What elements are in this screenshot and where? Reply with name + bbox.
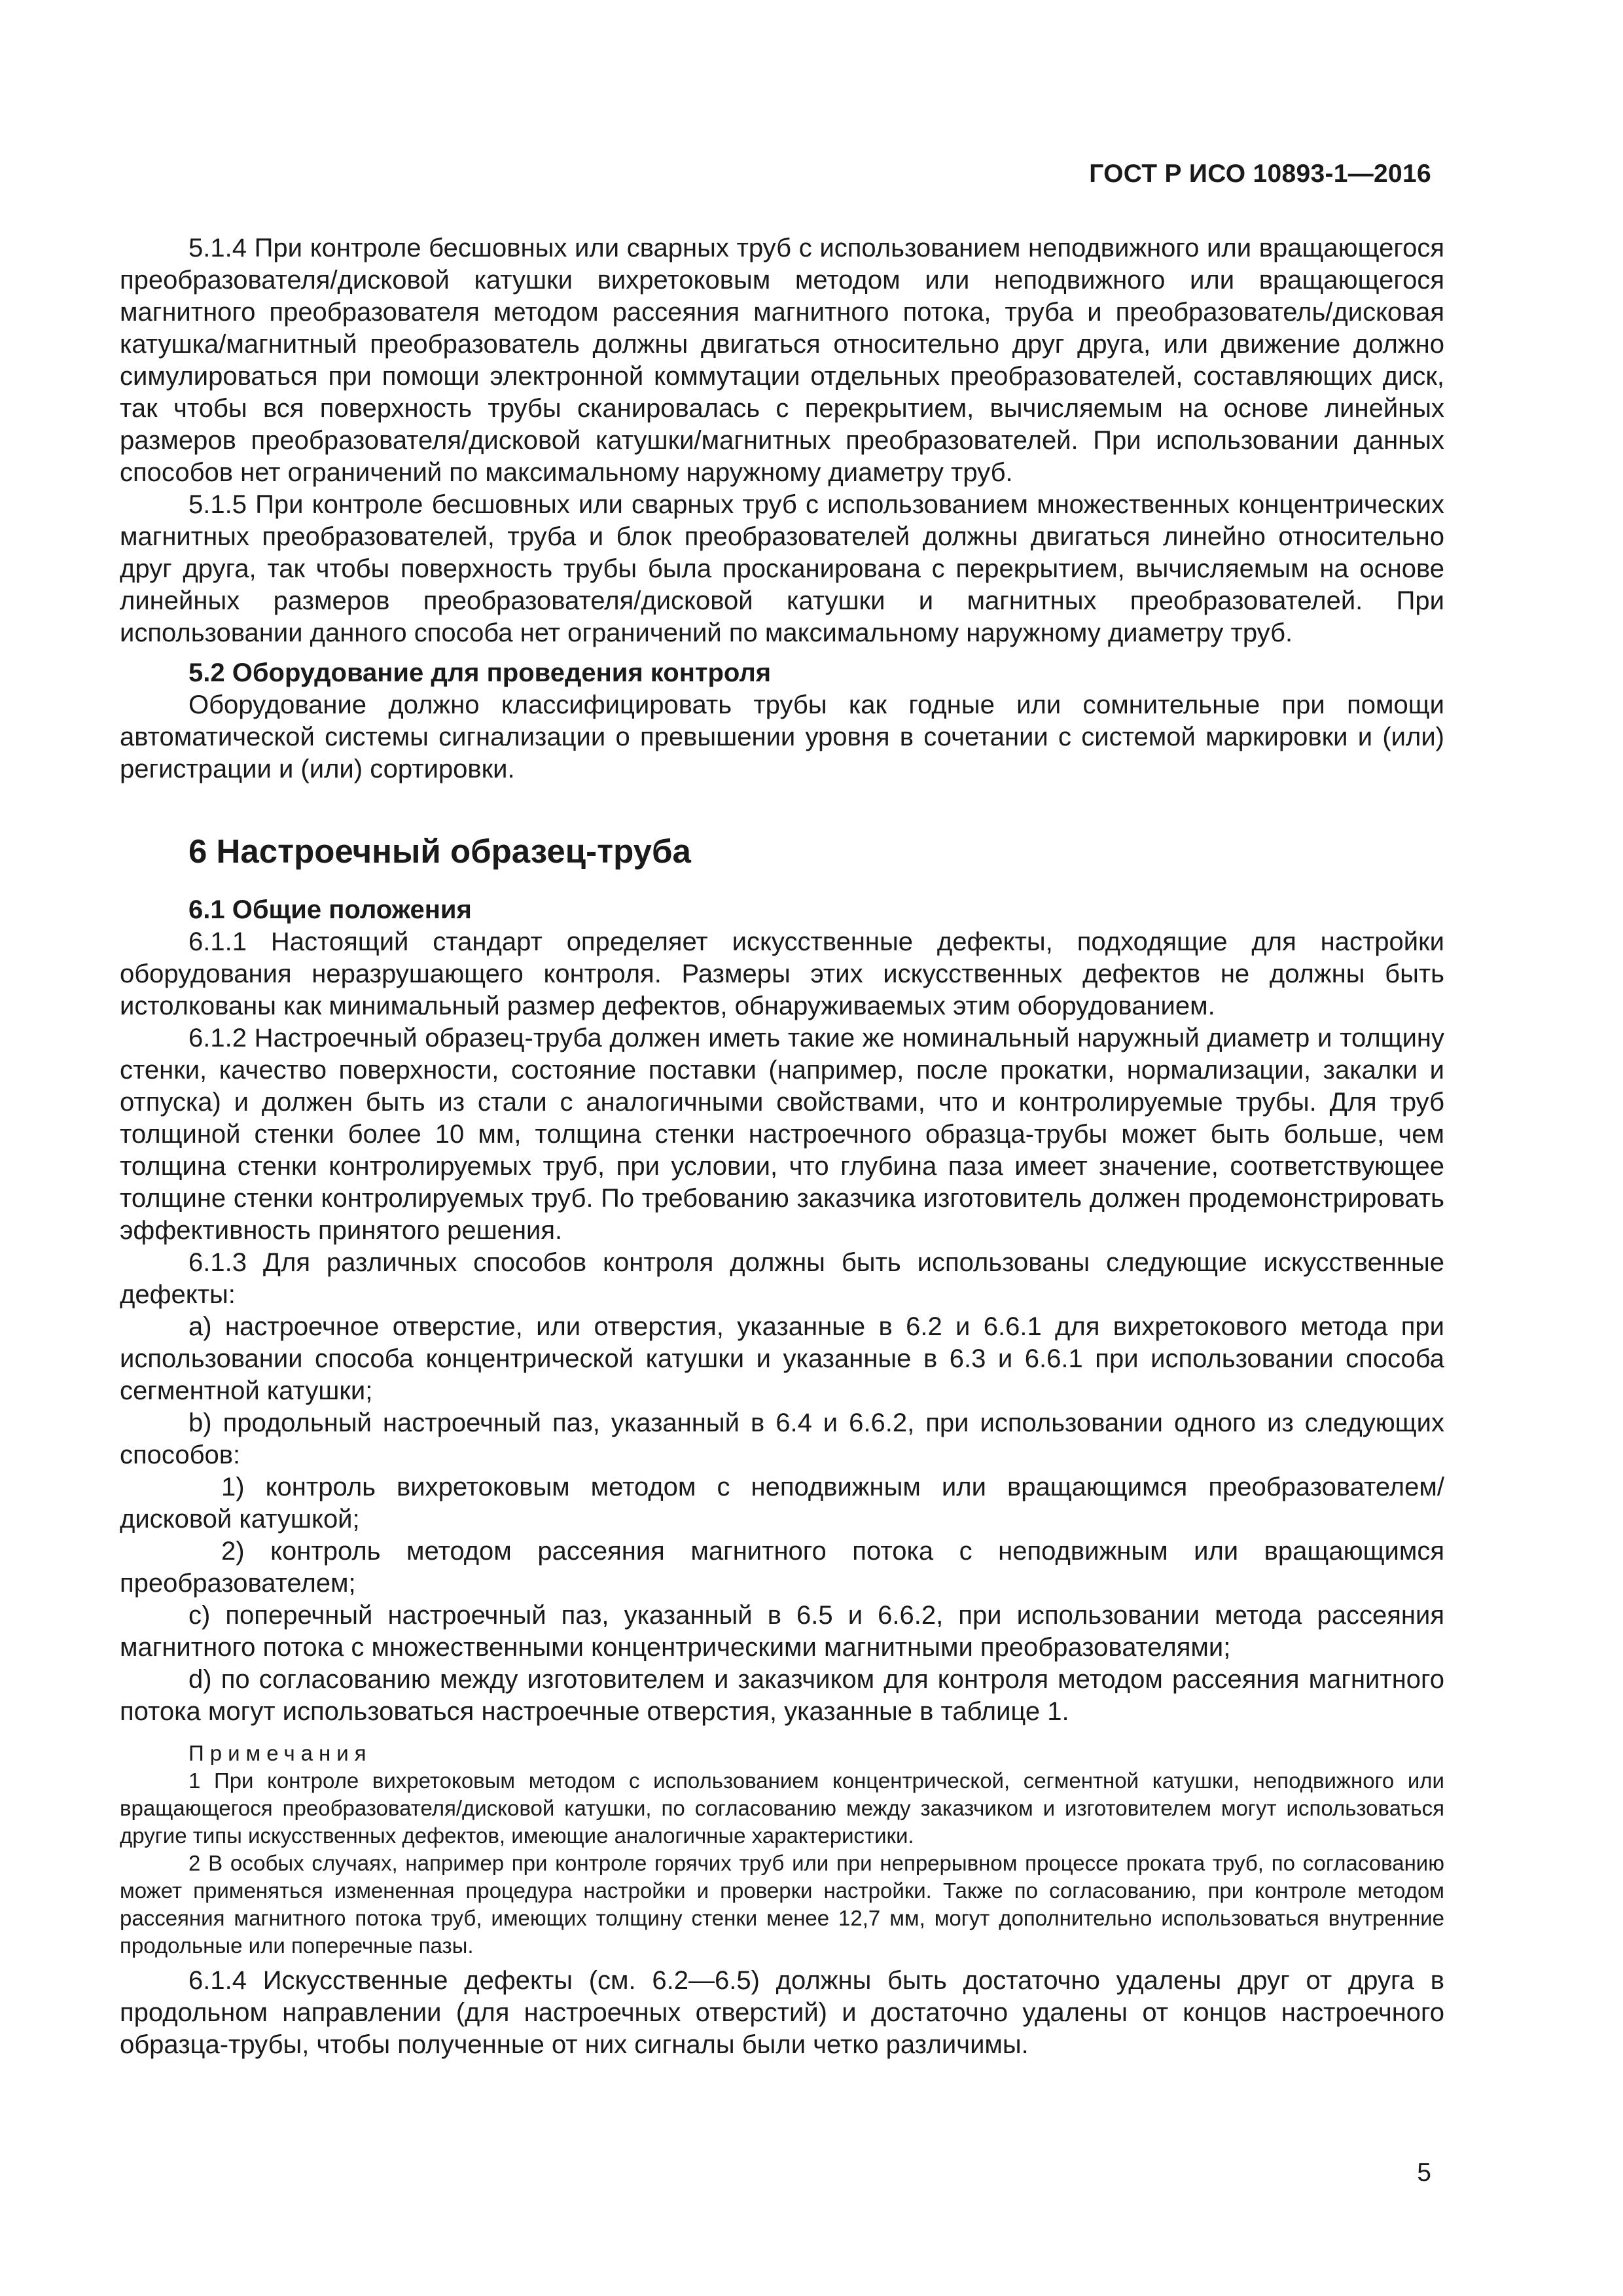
heading-6-1: 6.1 Общие положения [188,895,472,924]
heading-6: 6 Настроечный образец-труба [188,833,691,870]
paragraph-6-1-4: 6.1.4 Искусственные дефекты (см. 6.2—6.5) должны быть достаточно удалены друг от друга в продольном направлении (для настроечных отверстий) и достаточно удалены от концов настроечного образца-трубы, чтобы полученные от них сигналы были четко различимы. [120,1966,1444,2059]
paragraph-6-1-1: 6.1.1 Настоящий стандарт определяет искусственные дефекты, подходящие для настройки оборудования неразрушающего контроля. Размеры этих искусственных дефектов не должны быть истолкованы как минимальный размер дефектов, обнаруживаемых этим оборудованием. [120,927,1444,1020]
list-item-d: d) по согласованию между изготовителем и заказчиком для контроля методом рассеяния магнитного потока могут использоваться настроечные отверстия, указанные в таблице 1. [120,1665,1444,1726]
list-item-b1: 1) контроль вихретоковым методом с неподвижным или вращающимся преобразователем/дисковой катушкой; [120,1473,1444,1534]
heading-5-2: 5.2 Оборудование для проведения контроля [188,658,772,687]
notes-heading: Примечания [188,1741,372,1765]
page-content [120,232,1444,2061]
paragraph-5-2: Оборудование должно классифицировать трубы как годные или сомнительные при помощи автоматической системы сигнализации о превышении уровня в сочетании с системой маркировки и (или) регистрации и (или) сортировки. [120,691,1444,783]
list-item-a: a) настроечное отверстие, или отверстия, указанные в 6.2 и 6.6.1 для вихретокового метода при использовании способа концентрической катушки и указанные в 6.3 и 6.6.1 при использовании способа сегментной катушки; [120,1312,1444,1405]
note-2: 2 В особых случаях, например при контроле горячих труб или при непрерывном процессе проката труб, по согласованию может применяться измененная процедура настройки и проверки настройки. Также по согласованию, при контроле методом рассеяния магнитного потока труб, имеющих толщину стенки менее 12,7 мм, могут дополнительно использоваться внутренние продольные или поперечные пазы. [120,1851,1444,1958]
list-item-b: b) продольный настроечный паз, указанный в 6.4 и 6.6.2, при использовании одного из следующих способов: [120,1408,1444,1469]
list-item-c: c) поперечный настроечный паз, указанный в 6.5 и 6.6.2, при использовании метода рассеяния магнитного потока с множественными концентрическими магнитными преобразователями; [120,1601,1444,1662]
paragraph-6-1-2: 6.1.2 Настроечный образец-труба должен иметь такие же номинальный наружный диаметр и толщину стенки, качество поверхности, состояние поставки (например, после прокатки, нормализации, закалки и отпуска) и должен быть из стали с аналогичными свойствами, что и контролируемые трубы. Для труб толщиной стенки более 10 мм, толщина стенки настроечного образца-трубы может быть больше, чем толщина стенки контролируемых труб, при условии, что глубина паза имеет значение, соответствующее толщине стенки контролируемых труб. По требованию заказчика изготовитель должен продемонстрировать эффективность принятого решения. [120,1024,1444,1245]
standard-code-header: ГОСТ Р ИСО 10893-1—2016 [1089,160,1431,188]
page-number: 5 [1417,2159,1431,2187]
note-1: 1 При контроле вихретоковым методом с использованием концентрической, сегментной катушки, неподвижного или вращающегося преобразователя/дисковой катушки, по согласованию между заказчиком и изготовителем могут использоваться другие типы искусственных дефектов, имеющие аналогичные характеристики. [120,1768,1444,1848]
paragraph-5-1-5: 5.1.5 При контроле бесшовных или сварных труб с использованием множественных концентрических магнитных преобразователей, труба и блок преобразователей должны двигаться линейно относительно друг друга, так чтобы поверхность трубы была просканирована с перекрытием, вычисляемым на основе линейных размеров преобразователя/дисковой катушки и магнитных преобразователей. При использовании данного способа нет ограничений по максимальному наружному диаметру труб. [120,490,1444,647]
paragraph-5-1-4: 5.1.4 При контроле бесшовных или сварных труб с использованием неподвижного или вращающегося преобразователя/дисковой катушки вихретоковым методом или неподвижного или вращающегося магнитного преобразователя методом рассеяния магнитного потока, труба и преобразователь/дисковая катушка/магнитный преобразователь должны двигаться относительно друг друга, или движение должно симулироваться при помощи электронной коммутации отдельных преобразователей, составляющих диск, так чтобы вся поверхность трубы сканировалась с перекрытием, вычисляемым на основе линейных размеров преобразователя/дисковой катушки/магнитных преобразователей. При использовании данных способов нет ограничений по максимальному наружному диаметру труб. [120,234,1444,487]
list-item-b2: 2) контроль методом рассеяния магнитного потока с неподвижным или вращающимся преобразователем; [120,1537,1444,1598]
paragraph-6-1-3: 6.1.3 Для различных способов контроля должны быть использованы следующие искусственные дефекты: [120,1248,1444,1309]
